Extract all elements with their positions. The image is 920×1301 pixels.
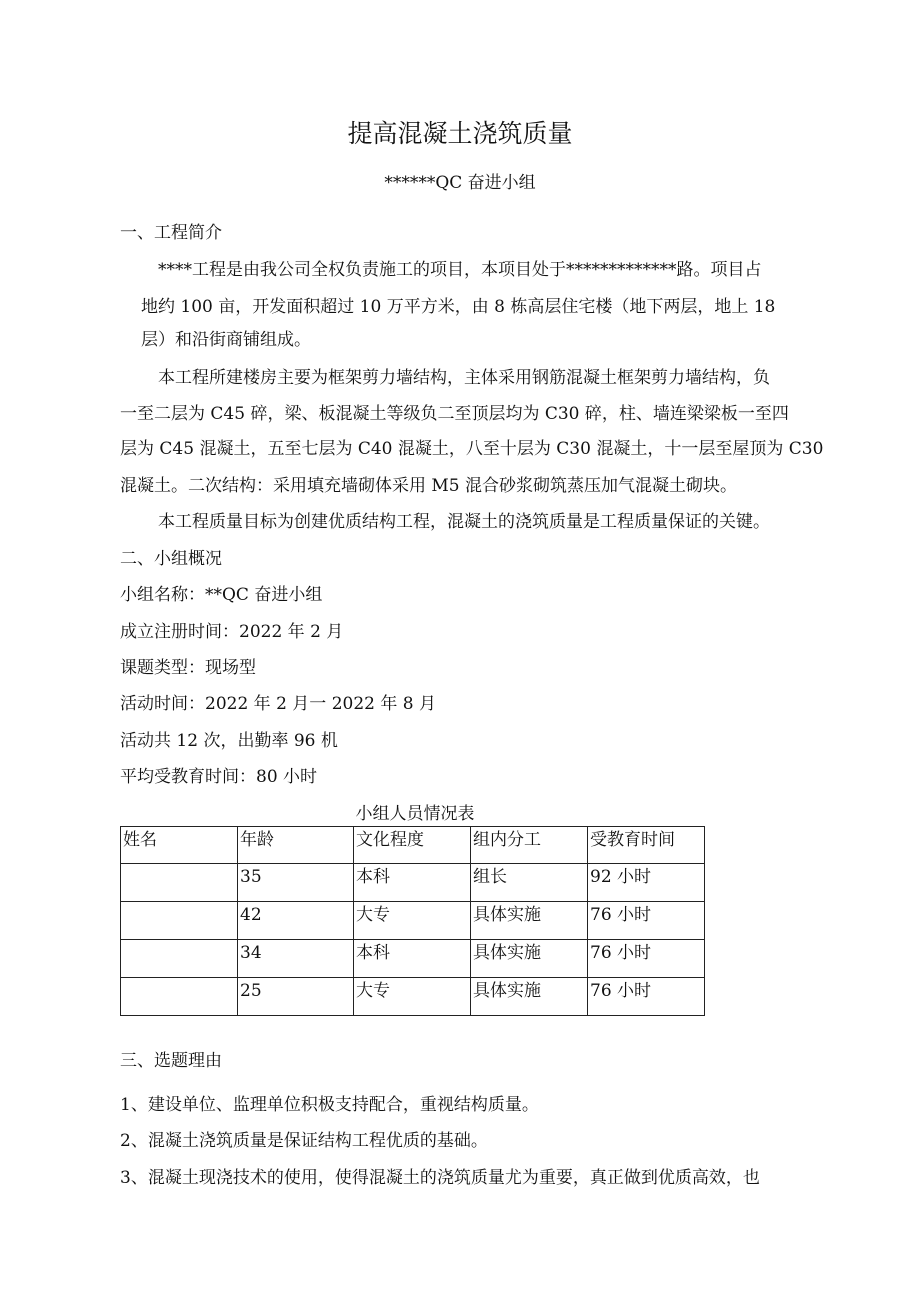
table-cell: 76 小时 — [588, 902, 705, 940]
table-cell: 25 — [238, 978, 354, 1016]
paragraph-line: 混凝土。二次结构：采用填充墙砌体采用 M5 混合砂浆砌筑蒸压加气混凝土砌块。 — [120, 476, 738, 496]
staff-table — [120, 826, 705, 1016]
header-cell: 年龄 — [238, 827, 354, 864]
table-cell: 92 小时 — [588, 864, 705, 902]
table-cell — [121, 940, 238, 978]
paragraph-line: ****工程是由我公司全权负责施工的项目，本项目处于*************路。项目占 — [158, 260, 762, 280]
info-activity-period: 活动时间：2022 年 2 月一 2022 年 8 月 — [120, 694, 436, 714]
table-row — [121, 864, 705, 902]
info-group-name: 小组名称：**QC 奋进小组 — [120, 585, 323, 605]
table-cell: 具体实施 — [471, 940, 588, 978]
table-row — [121, 978, 705, 1016]
table-header-row — [121, 827, 705, 864]
header-cell: 受教育时间 — [588, 827, 705, 864]
table-cell: 76 小时 — [588, 978, 705, 1016]
table-cell — [121, 864, 238, 902]
paragraph-line: 地约 100 亩，开发面积超过 10 万平方米，由 8 栋高层住宅楼（地下两层，地上 18 — [141, 297, 776, 317]
table-cell: 具体实施 — [471, 978, 588, 1016]
section-heading-intro: 一、工程简介 — [120, 223, 222, 243]
table-cell: 42 — [238, 902, 354, 940]
paragraph-line: 本工程所建楼房主要为框架剪力墙结构，主体采用钢筋混凝土框架剪力墙结构，负 — [158, 368, 770, 388]
table-cell: 大专 — [354, 902, 471, 940]
section-heading-reasons: 三、选题理由 — [120, 1051, 222, 1071]
paragraph-line: 本工程质量目标为创建优质结构工程，混凝土的浇筑质量是工程质量保证的关键。 — [158, 512, 770, 532]
header-cell: 组内分工 — [471, 827, 588, 864]
reason-item: 1、建设单位、监理单位积极支持配合，重视结构质量。 — [120, 1095, 539, 1115]
info-topic-type: 课题类型：现场型 — [120, 658, 256, 678]
table-cell — [121, 902, 238, 940]
table-row — [121, 902, 705, 940]
paragraph-line: 层）和沿街商铺组成。 — [141, 330, 311, 350]
reason-item: 2、混凝土浇筑质量是保证结构工程优质的基础。 — [120, 1131, 488, 1151]
header-cell: 文化程度 — [354, 827, 471, 864]
doc-subtitle: ******QC 奋进小组 — [384, 173, 536, 193]
info-education-time: 平均受教育时间：80 小时 — [120, 767, 318, 787]
table-cell — [121, 978, 238, 1016]
table-cell: 35 — [238, 864, 354, 902]
info-registration: 成立注册时间：2022 年 2 月 — [120, 622, 344, 642]
paragraph-line: 一至二层为 C45 碎，梁、板混凝土等级负二至顶层均为 C30 碎，柱、墙连梁梁板一至四 — [120, 404, 789, 424]
table-caption: 小组人员情况表 — [355, 804, 475, 824]
table-cell: 本科 — [354, 864, 471, 902]
doc-title: 提高混凝土浇筑质量 — [347, 119, 573, 148]
table-cell: 76 小时 — [588, 940, 705, 978]
table-cell: 具体实施 — [471, 902, 588, 940]
paragraph-line: 层为 C45 混凝土，五至七层为 C40 混凝土，八至十层为 C30 混凝土，十一层至屋顶为 C30 — [120, 439, 824, 459]
header-cell: 姓名 — [121, 827, 238, 864]
section-heading-group: 二、小组概况 — [120, 549, 222, 569]
table-cell: 大专 — [354, 978, 471, 1016]
table-row — [121, 940, 705, 978]
info-activity-count: 活动共 12 次，出勤率 96 机 — [120, 731, 338, 751]
reason-item: 3、混凝土现浇技术的使用，使得混凝土的浇筑质量尤为重要，真正做到优质高效，也 — [120, 1168, 760, 1188]
table-cell: 组长 — [471, 864, 588, 902]
table-cell: 34 — [238, 940, 354, 978]
table-cell: 本科 — [354, 940, 471, 978]
